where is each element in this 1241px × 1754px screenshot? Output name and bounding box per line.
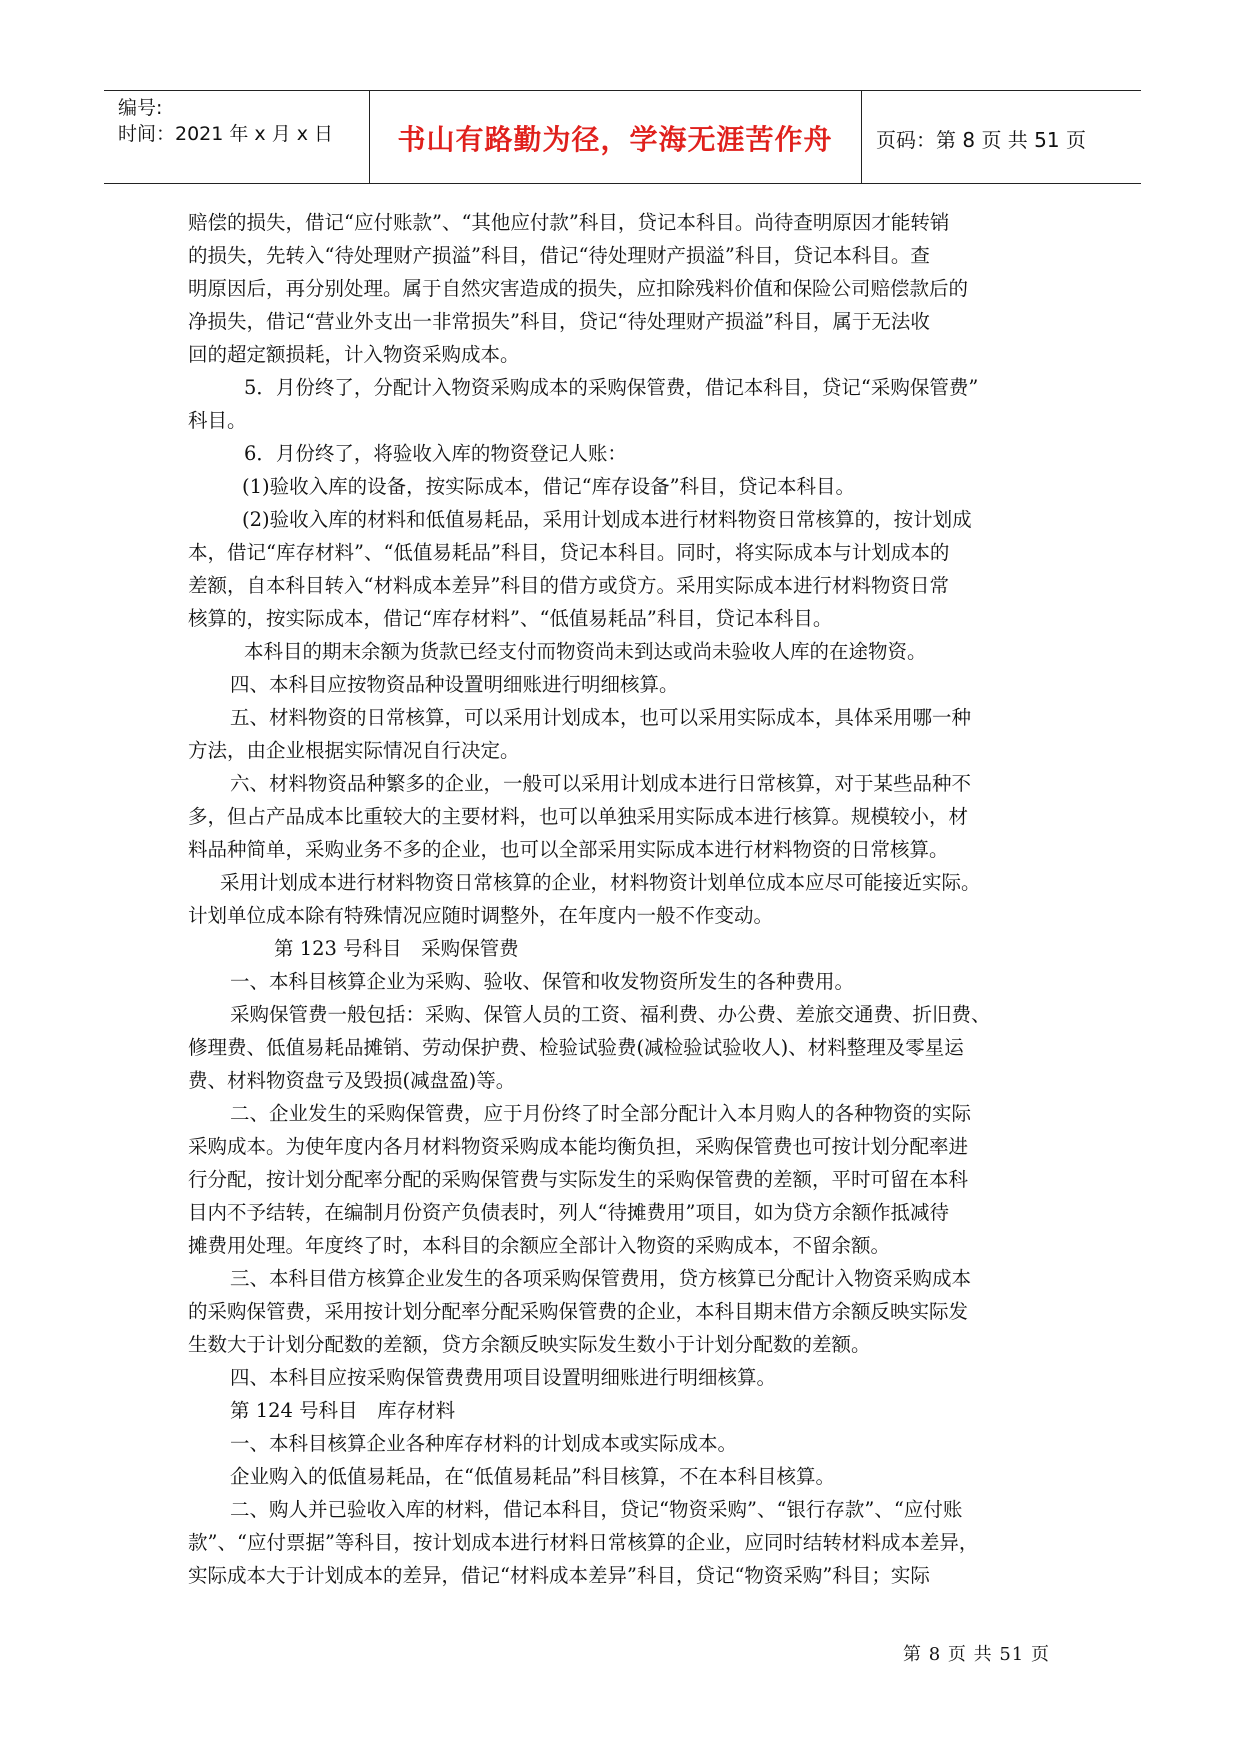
section-heading: 第 124 号科目 库存材料	[230, 1399, 456, 1422]
section-heading: 第 123 号科目 采购保管费	[274, 937, 519, 960]
body-line: 五、材料物资的日常核算，可以采用计划成本，也可以采用实际成本，具体采用哪一种	[230, 706, 972, 729]
body-line: 四、本科目应按物资品种设置明细账进行明细核算。	[230, 673, 679, 696]
body-line: (2)验收入库的材料和低值易耗品，采用计划成本进行材料物资日常核算的，按计划成	[242, 508, 972, 531]
body-line: 六、材料物资品种繁多的企业，一般可以采用计划成本进行日常核算，对于某些品种不	[230, 772, 972, 795]
page-header	[104, 90, 1141, 184]
body-line: 二、购人并已验收入库的材料，借记本科目，贷记“物资采购”、“银行存款”、“应付账	[230, 1498, 963, 1521]
body-line: 一、本科目核算企业为采购、验收、保管和收发物资所发生的各种费用。	[230, 970, 855, 993]
header-motto: 书山有路勤为径，学海无涯苦作舟	[397, 123, 833, 156]
body-line: 生数大于计划分配数的差额，贷方余额反映实际发生数小于计划分配数的差额。	[188, 1333, 871, 1356]
body-line: 企业购入的低值易耗品，在“低值易耗品”科目核算，不在本科目核算。	[230, 1465, 835, 1488]
body-line: 目内不予结转，在编制月份资产负债表时，列人“待摊费用”项目，如为贷方余额作抵减待	[188, 1201, 949, 1224]
body-line: 科目。	[188, 409, 247, 432]
body-line: 四、本科目应按采购保管费费用项目设置明细账进行明细核算。	[230, 1366, 777, 1389]
body-line: 计划单位成本除有特殊情况应随时调整外，在年度内一般不作变动。	[188, 904, 774, 927]
body-line: 本，借记“库存材料”、“低值易耗品”科目，贷记本科目。同时，将实际成本与计划成本的	[188, 541, 950, 564]
body-line: 多，但占产品成本比重较大的主要材料，也可以单独采用实际成本进行核算。规模较小，材	[188, 805, 969, 828]
body-line: 采购保管费一般包括：采购、保管人员的工资、福利费、办公费、差旅交通费、折旧费、	[230, 1003, 991, 1026]
body-line: 核算的，按实际成本，借记“库存材料”、“低值易耗品”科目，贷记本科目。	[188, 607, 833, 630]
body-line: 5．月份终了，分配计入物资采购成本的采购保管费，借记本科目，贷记“采购保管费”	[244, 376, 979, 399]
body-line: 差额，自本科目转入“材料成本差异”科目的借方或贷方。采用实际成本进行材料物资日常	[188, 574, 949, 597]
body-line: 采购成本。为使年度内各月材料物资采购成本能均衡负担，采购保管费也可按计划分配率进	[188, 1135, 969, 1158]
body-line: 的损失，先转入“待处理财产损溢”科目，借记“待处理财产损溢”科目，贷记本科目。查	[188, 244, 930, 267]
body-line: 采用计划成本进行材料物资日常核算的企业，材料物资计划单位成本应尽可能接近实际。	[220, 871, 981, 894]
body-line: 二、企业发生的采购保管费，应于月份终了时全部分配计入本月购人的各种物资的实际	[230, 1102, 972, 1125]
body-line: 一、本科目核算企业各种库存材料的计划成本或实际成本。	[230, 1432, 738, 1455]
body-line: 6．月份终了，将验收入库的物资登记人账：	[244, 442, 627, 465]
body-line: 实际成本大于计划成本的差异，借记“材料成本差异”科目，贷记“物资采购”科目；实际	[188, 1564, 930, 1587]
document-code-label: 编号:	[118, 97, 163, 119]
header-motto-cell	[369, 91, 862, 183]
document-time-label: 时间：2021 年 x 月 x 日	[118, 123, 334, 145]
body-line: 本科目的期末余额为货款已经支付而物资尚未到达或尚未验收人库的在途物资。	[244, 640, 927, 663]
body-line: 明原因后，再分别处理。属于自然灾害造成的损失，应扣除残料价值和保险公司赔偿款后的	[188, 277, 969, 300]
body-line: 回的超定额损耗，计入物资采购成本。	[188, 343, 520, 366]
body-line: 净损失，借记“营业外支出一非常损失”科目，贷记“待处理财产损溢”科目，属于无法收	[188, 310, 930, 333]
body-line: 三、本科目借方核算企业发生的各项采购保管费用，贷方核算已分配计入物资采购成本	[230, 1267, 972, 1290]
header-page-info: 页码：第 8 页 共 51 页	[876, 128, 1086, 152]
body-line: 款”、“应付票据”等科目，按计划成本进行材料日常核算的企业，应同时结转材料成本差异，	[188, 1531, 979, 1554]
body-line: 修理费、低值易耗品摊销、劳动保护费、检验试验费(减检验试验收人)、材料整理及零星运	[188, 1036, 964, 1059]
body-line: 摊费用处理。年度终了时，本科目的余额应全部计入物资的采购成本，不留余额。	[188, 1234, 891, 1257]
body-line: 方法，由企业根据实际情况自行决定。	[188, 739, 520, 762]
body-line: (1)验收入库的设备，按实际成本，借记“库存设备”科目，贷记本科目。	[242, 475, 856, 498]
body-line: 费、材料物资盘亏及毁损(减盘盈)等。	[188, 1069, 516, 1092]
page-footer: 第 8 页 共 51 页	[903, 1644, 1050, 1665]
header-page-cell	[862, 91, 1141, 183]
body-line: 行分配，按计划分配率分配的采购保管费与实际发生的采购保管费的差额，平时可留在本科	[188, 1168, 969, 1191]
header-meta-cell	[104, 91, 370, 183]
body-line: 料品种简单，采购业务不多的企业，也可以全部采用实际成本进行材料物资的日常核算。	[188, 838, 949, 861]
body-line: 赔偿的损失，借记“应付账款”、“其他应付款”科目，贷记本科目。尚待查明原因才能转销	[188, 211, 950, 234]
body-line: 的采购保管费，采用按计划分配率分配采购保管费的企业，本科目期末借方余额反映实际发	[188, 1300, 969, 1323]
